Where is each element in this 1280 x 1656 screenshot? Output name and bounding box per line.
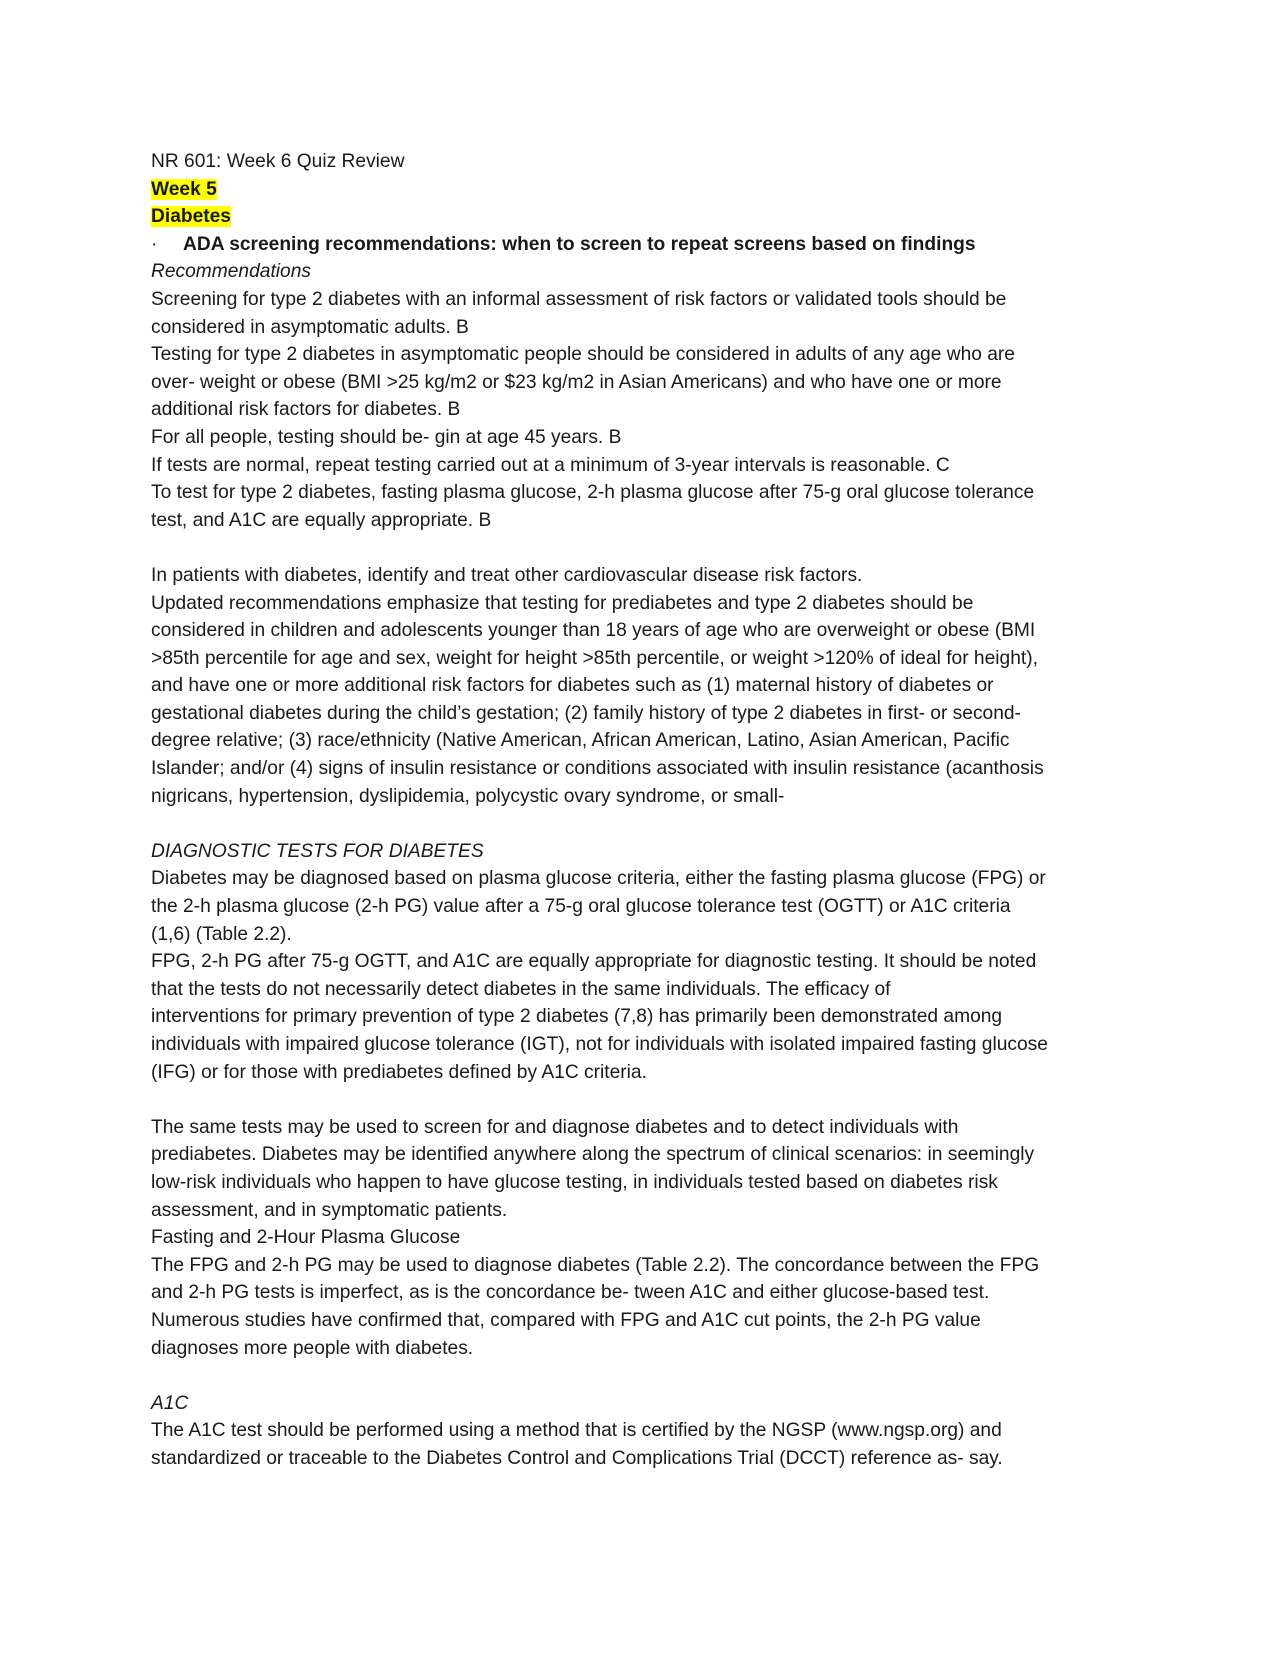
diagnostic-tests-block — [151, 865, 1151, 1086]
text-line: (1,6) (Table 2.2). — [151, 923, 292, 945]
text-line: additional risk factors for diabetes. B — [151, 399, 461, 421]
text-line: Screening for type 2 diabetes with an informal assessment of risk factors or validated tools should be — [151, 288, 1007, 310]
text-line: and have one or more additional risk factors for diabetes such as (1) maternal history of diabetes or — [151, 675, 994, 697]
a1c-block — [151, 1417, 1151, 1472]
document-title: NR 601: Week 6 Quiz Review — [151, 151, 405, 172]
spacer — [151, 1362, 1151, 1390]
spacer — [151, 810, 1151, 838]
cvd-risk-block — [151, 562, 1151, 810]
spacer — [151, 534, 1151, 562]
text-line: The A1C test should be performed using a method that is certified by the NGSP (www.ngsp.org) and — [151, 1420, 1002, 1442]
text-line: considered in asymptomatic adults. B — [151, 316, 469, 338]
screening-block — [151, 1114, 1151, 1224]
bullet-heading: ADA screening recommendations: when to screen to repeat screens based on findings — [183, 233, 976, 255]
text-line: To test for type 2 diabetes, fasting plasma glucose, 2-h plasma glucose after 75-g oral glucose tolerance — [151, 482, 1035, 504]
text-line: gestational diabetes during the child’s gestation; (2) family history of type 2 diabetes in first- or second- — [151, 702, 1021, 724]
text-line: interventions for primary prevention of type 2 diabetes (7,8) has primarily been demonstrated among — [151, 1006, 1003, 1028]
text-line: test, and A1C are equally appropriate. B — [151, 509, 492, 531]
text-line: assessment, and in symptomatic patients. — [151, 1199, 508, 1221]
text-line: (IFG) or for those with prediabetes defined by A1C criteria. — [151, 1061, 647, 1083]
text-line: Testing for type 2 diabetes in asymptomatic people should be considered in adults of any age who are — [151, 344, 1015, 366]
text-line: standardized or traceable to the Diabetes Control and Complications Trial (DCCT) reference as- say. — [151, 1447, 1003, 1469]
text-line: Islander; and/or (4) signs of insulin resistance or conditions associated with insulin resistance (acanthosis — [151, 758, 1044, 780]
text-line: If tests are normal, repeat testing carried out at a minimum of 3-year intervals is reasonable. C — [151, 454, 950, 476]
text-line: low-risk individuals who happen to have glucose testing, in individuals tested based on diabetes risk — [151, 1171, 998, 1193]
text-line: FPG, 2-h PG after 75-g OGTT, and A1C are equally appropriate for diagnostic testing. It should be noted — [151, 951, 1037, 973]
fpg-heading: Fasting and 2-Hour Plasma Glucose — [151, 1227, 461, 1249]
diagnostic-tests-heading: DIAGNOSTIC TESTS FOR DIABETES — [151, 840, 484, 862]
text-line: Diabetes may be diagnosed based on plasma glucose criteria, either the fasting plasma glucose (FPG) or — [151, 868, 1046, 890]
spacer — [151, 1086, 1151, 1114]
text-line: Updated recommendations emphasize that testing for prediabetes and type 2 diabetes should be — [151, 592, 974, 614]
text-line: The same tests may be used to screen for and diagnose diabetes and to detect individuals with — [151, 1116, 959, 1138]
text-line: In patients with diabetes, identify and treat other cardiovascular disease risk factors. — [151, 564, 863, 586]
text-line: over- weight or obese (BMI >25 kg/m2 or $23 kg/m2 in Asian Americans) and who have one or more — [151, 371, 1002, 393]
a1c-heading: A1C — [151, 1392, 189, 1414]
text-line: prediabetes. Diabetes may be identified anywhere along the spectrum of clinical scenarios: in seemingly — [151, 1144, 1035, 1166]
text-line: For all people, testing should be- gin at age 45 years. B — [151, 426, 622, 448]
text-line: >85th percentile for age and sex, weight for height >85th percentile, or weight >120% of ideal for height), — [151, 647, 1038, 669]
text-line: and 2-h PG tests is imperfect, as is the concordance be- tween A1C and either glucose-based test. — [151, 1282, 990, 1304]
text-line: Numerous studies have confirmed that, compared with FPG and A1C cut points, the 2-h PG value — [151, 1309, 981, 1331]
text-line: individuals with impaired glucose tolerance (IGT), not for individuals with isolated impaired fasting glucose — [151, 1034, 1048, 1055]
recommendations-block — [151, 286, 1151, 534]
text-line: The FPG and 2-h PG may be used to diagnose diabetes (Table 2.2). The concordance between the FPG — [151, 1254, 1040, 1276]
text-line: degree relative; (3) race/ethnicity (Native American, African American, Latino, Asian American, Pacific — [151, 730, 1010, 752]
text-line: the 2-h plasma glucose (2-h PG) value after a 75-g oral glucose tolerance test (OGTT) or A1C criteria — [151, 896, 1011, 918]
document-page — [151, 148, 1151, 1473]
text-line: diagnoses more people with diabetes. — [151, 1337, 474, 1359]
bullet-item — [151, 231, 1151, 259]
topic-heading: Diabetes — [151, 206, 231, 228]
text-line: nigricans, hypertension, dyslipidemia, polycystic ovary syndrome, or small- — [151, 785, 785, 807]
recommendations-heading: Recommendations — [151, 261, 311, 283]
bullet-marker: · — [151, 233, 158, 255]
fpg-block — [151, 1252, 1151, 1362]
text-line: considered in children and adolescents younger than 18 years of age who are overweight or obese (BMI — [151, 620, 1036, 642]
week-heading: Week 5 — [151, 178, 217, 200]
text-line: that the tests do not necessarily detect diabetes in the same individuals. The efficacy of — [151, 978, 891, 1000]
